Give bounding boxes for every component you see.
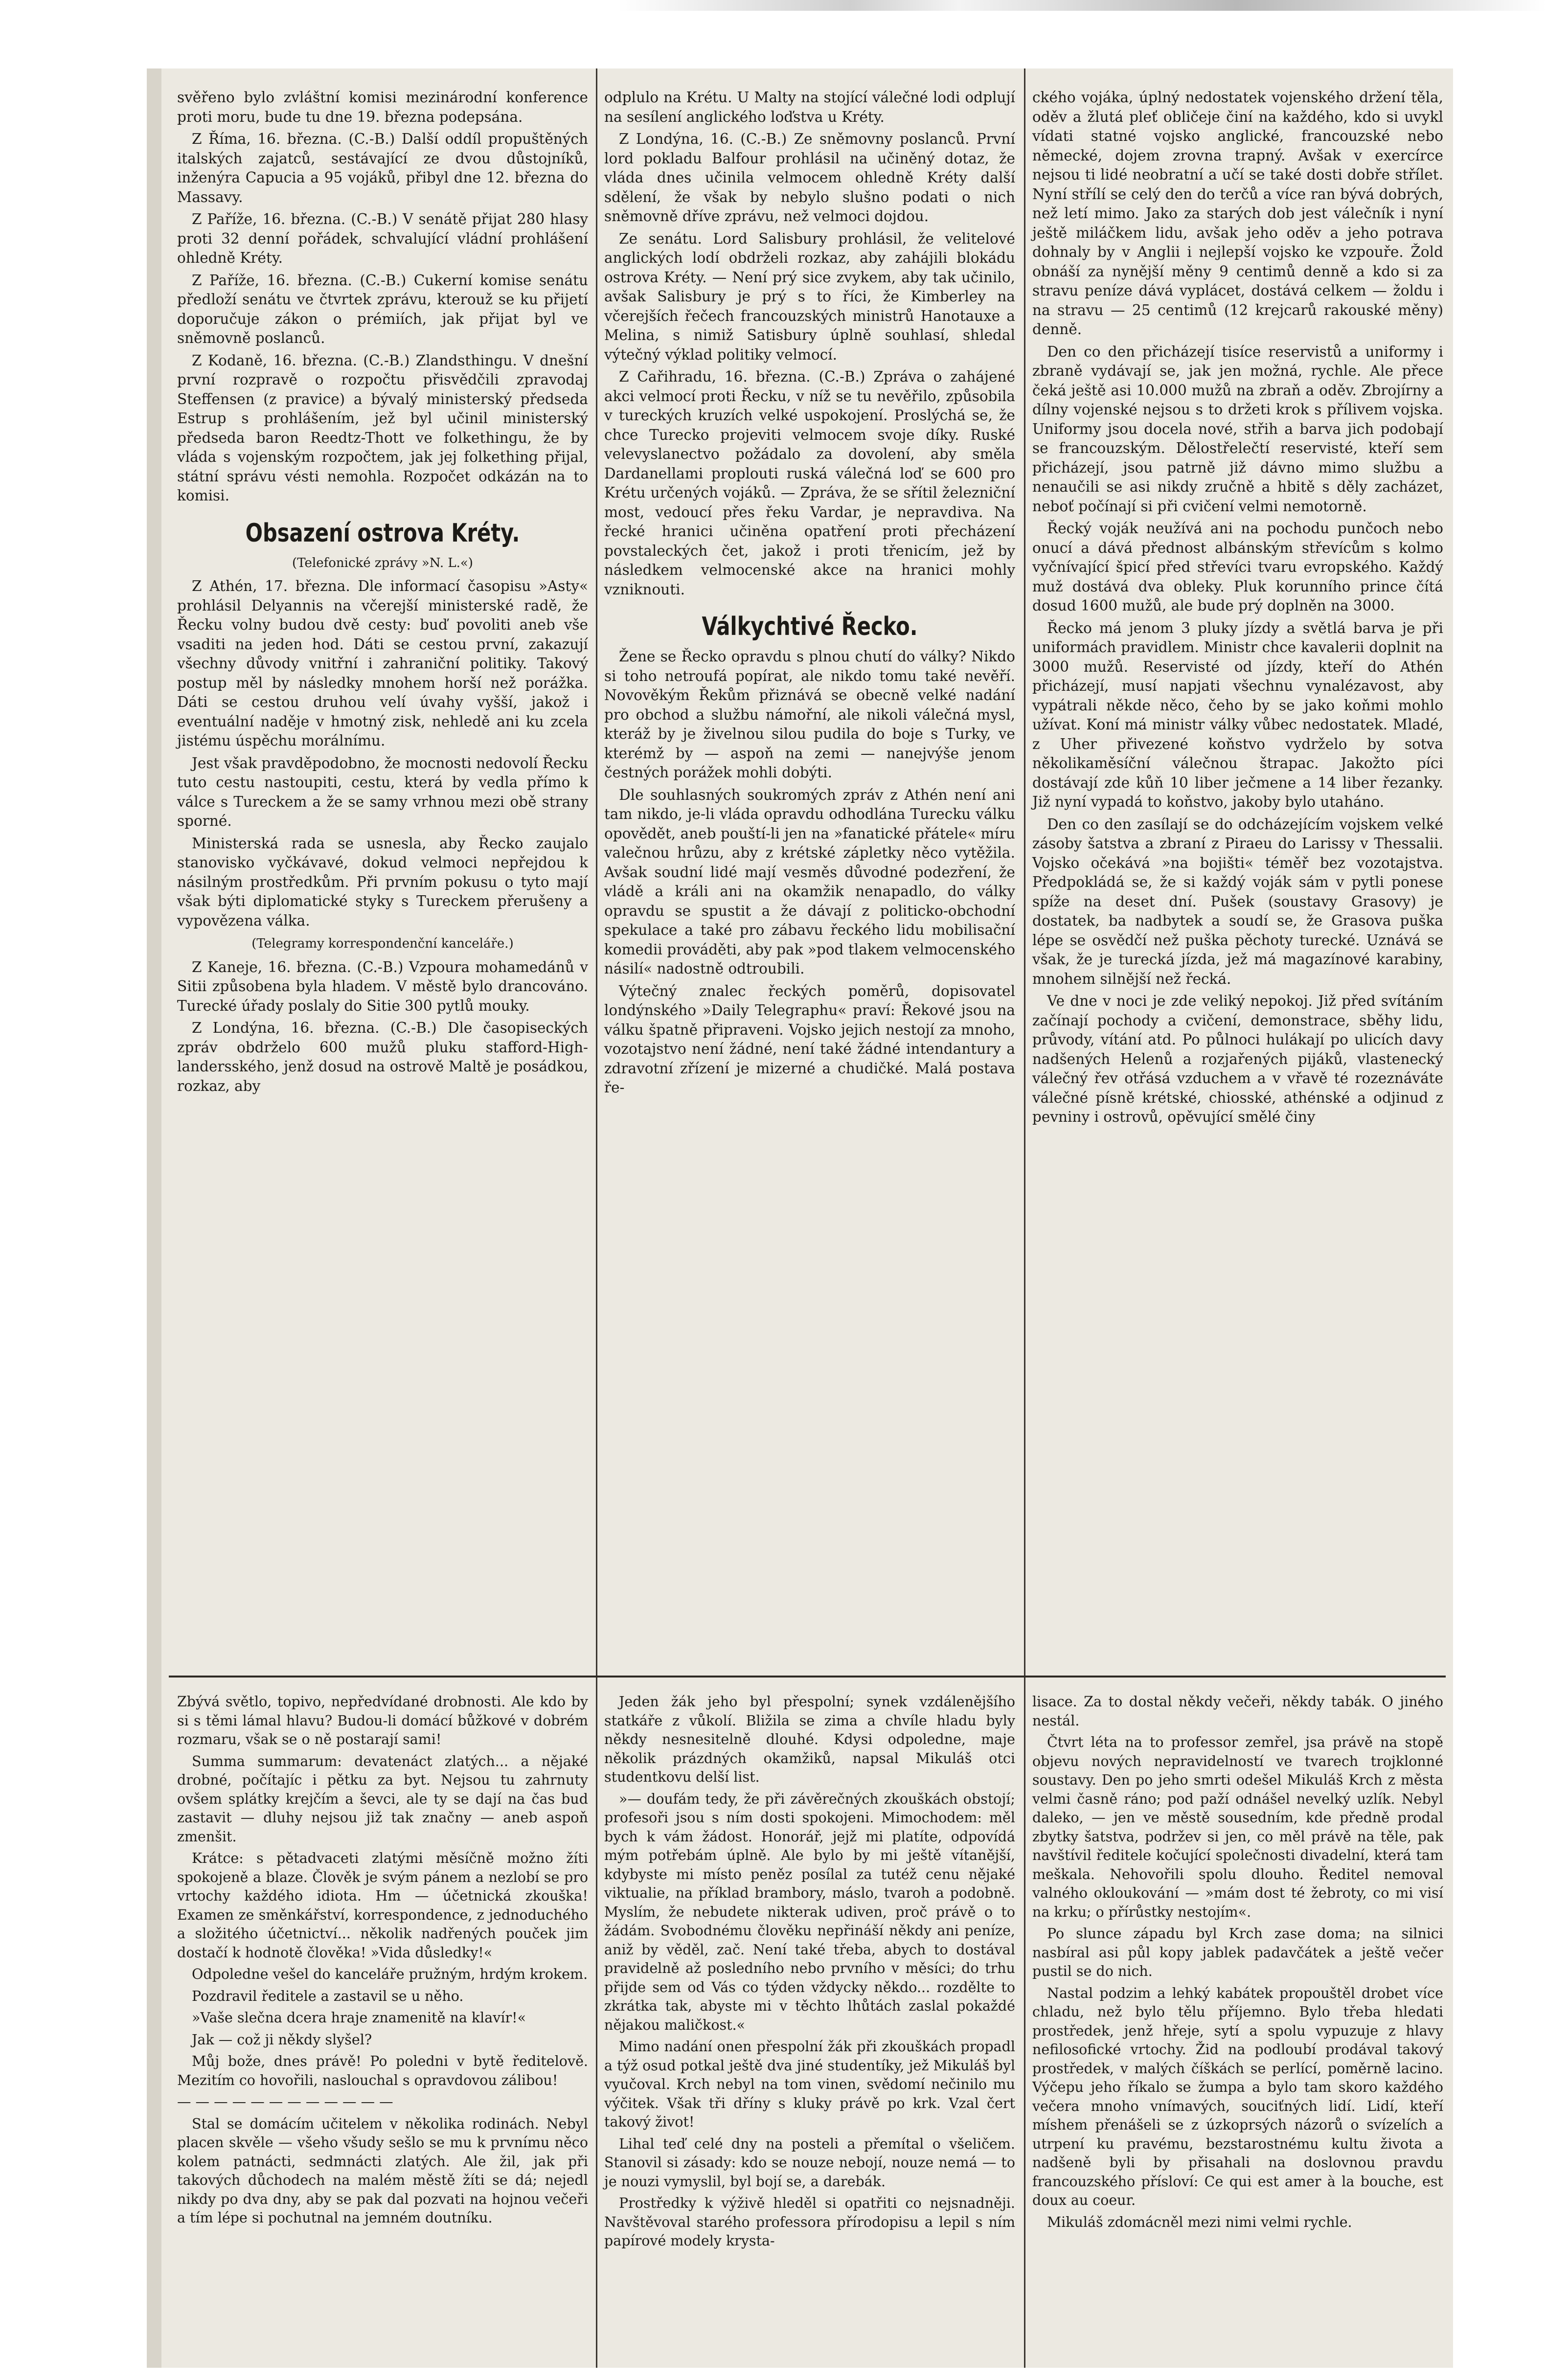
feuilleton-paragraph: Prostředky k výživě hleděl si opatřiti co nejsnadněji. Navštěvoval starého professora přírodopisu a lepil s ním papírové modely krysta- [604, 2195, 1015, 2249]
news-paragraph: Jest však pravděpodobno, že mocnosti nedovolí Řecku tuto cestu nastoupiti, cestu, která by vedla přímo k válce s Tureckem a že se samy vrhnou mezi obě strany sporné. [177, 754, 588, 829]
news-paragraph: Z Kaneje, 16. března. (C.-B.) Vzpoura mohamedánů v Sitii způsobena byla hladem. V městě bylo drancováno. Turecké úřady poslaly do Sitie 300 pytlů mouky. [177, 958, 588, 1014]
news-column-left [177, 88, 588, 1099]
news-column-right [1032, 88, 1443, 1130]
feuilleton-paragraph: Po slunce západu byl Krch zase doma; na silnici nasbíral asi půl kopy jablek padavčátek a ještě večer pustil se do nich. [1032, 1926, 1443, 1979]
feuilleton-divider [169, 1676, 1446, 1677]
news-paragraph: svěřeno bylo zvláštní komisi mezinárodní konference proti moru, bude tu dne 19. března podepsána. [177, 89, 588, 125]
news-paragraph: Z Paříže, 16. března. (C.-B.) V senátě přijat 280 hlasy proti 32 denní pořádek, schvalující vládní prohlášení ohledně Kréty. [177, 211, 588, 266]
feuilleton-paragraph: Lihal teď celé dny na posteli a přemítal o všeličem. Stanovil si zásady: kdo se nouze nebojí, nouze nemá — to je nouzi vymyslil, byl bojí se, a darebák. [604, 2135, 1015, 2190]
news-paragraph: Den co den přicházejí tisíce reservistů a uniformy i zbraně vydávají se, jak jen možná, rychle. Ale přece čeká ještě asi 10.000 mužů na zbraň a oděv. Zbrojírny a dílny vojenské nejsou s to držeti krok s přílivem vojska. Uniformy jsou docela nové, střih a barva jich podobají se francouzským. Dělostřelečtí reservisté, kteří sem přicházejí, jsou patrně již dávno mimo službu a nenaučili se asi nikdy zručně a hbitě s děly zacházet, neboť počínají si při cvičení velmi nemotorně. [1032, 343, 1443, 515]
news-source-line: (Telefonické zprávy »N. L.«) [292, 555, 473, 570]
feuilleton-column-left [177, 1693, 588, 2231]
column-divider-2 [1024, 68, 1025, 2368]
page-binding-edge [147, 68, 161, 2368]
news-paragraph: Žene se Řecko opravdu s plnou chutí do války? Nikdo si toho netroufá popírat, ale nikdo tomu také nevěří. Novověkým Řekům přiznává se obecně velké nadání pro obchod a službu námořní, ale nikoli válečná mysl, kteráž by je živelnou silou pudila do boje s Turky, ve kterémž by — aspoň na zemi — nanejvýše jenom čestných porážek mohli dobýti. [604, 648, 1015, 781]
feuilleton-paragraph: Zbývá světlo, topivo, nepředvídané drobnosti. Ale kdo by si s těmi lámal hlavu? Budou-li domácí bůžkové v dobrém rozmaru, však se o ně postarají sami! [177, 1694, 588, 1747]
feuilleton-separator: — — — — — — — — — — — — [177, 2094, 393, 2110]
news-paragraph: Z Londýna, 16. března. (C.-B.) Dle časopiseckých zpráv obdrželo 600 mužů pluku stafford-High-landersského, jenž dosud na ostrově Maltě je posádkou, rozkaz, aby [177, 1020, 588, 1094]
feuilleton-paragraph: Čtvrt léta na to professor zemřel, jsa právě na stopě objevu nových nepravidelností ve tvarech trojklonné soustavy. Den po jeho smrti odešel Mikuláš Krch z města velmi časně ráno; pod paží odnášel nevelký uzlík. Nebyl daleko, — jen ve městě sousedním, kde předně prodal zbytky šatstva, podržev si jen, co měl právě na těle, pak navštívil ředitele kočující společnosti divadelní, která tam meškala. Nehovořili spolu dlouho. Ředitel nemoval valného okloukování — »mám dost té žebroty, co mi visí na krku; o přírůstky nestojím«. [1032, 1734, 1443, 1920]
news-paragraph: Výtečný znalec řeckých poměrů, dopisovatel londýnského »Daily Telegraphu« praví: Řekové jsou na válku špatně připraveni. Vojsko jejich nestojí za mnoho, vozotajstvo není žádné, není také žádné intendantury a zdravotní zřízení je mizerné a chudičké. Malá postava ře- [604, 982, 1015, 1096]
column-divider-1 [596, 68, 597, 2368]
feuilleton-paragraph: Odpoledne vešel do kanceláře pružným, hrdým krokem. [192, 1966, 588, 1982]
feuilleton-paragraph: Nastal podzim a lehký kabátek propouštěl drobet více chladu, než bylo tělu příjemno. Bylo třeba hledati prostředek, jenž hřeje, sytí a spolu vypuzuje z hlavy nefilosofické vrtochy. Žid na podloubí prodával takový prostředek, v malých číškách se perlící, poměrně lacino. Výčepu jeho říkalo se žumpa a bylo tam skoro každého večera mnoho vnímavých, souciťných lidí. Lidí, kteří míshem přenášeli se z úzkoprsých názorů o svízelích a utrpení ku pravému, bezstarostnému kultu života a nadšeně byli by přisahali na doslovnou pravdu francouzského přísloví: Ce qui est amer à la bouche, est doux au coeur. [1032, 1985, 1443, 2208]
feuilleton-column-middle [604, 1693, 1015, 2254]
feuilleton-paragraph: »— doufám tedy, že při závěrečných zkouškách obstojí; profesoři jsou s ním dosti spokojeni. Mimochodem: měl bych k vám žádost. Honorář, jejž mi platíte, odpovídá mým potřebám úplně. Ale bylo by mi ještě vítanější, kdybyste mi místo peněz posílal za tutéž cenu nějaké viktualie, na příklad brambory, máslo, tvaroh a podobně. Myslím, že nebudete nikterak udiven, proč právě o to žádám. Svobodnému člověku nepřináší někdy ani peníze, aniž by věděl, zač. Není také třeba, abych to dostával pravidelně až posledního nebo prvního v měsíci; do trhu přijde sem od Vás co týden vždycky někdo... rozdělte to zkrátka tak, abyste mi v těchto lhůtách zaslal pokaždé nějakou maličkost.« [604, 1791, 1015, 2033]
feuilleton-paragraph: Mimo nadání onen přespolní žák při zkouškách propadl a týž osud potkal ještě dva jiné studentíky, jež Mikuláš byl vyučoval. Krch nebyl na tom vinen, svědomí nečinilo mu výčitek. Však tři dříny s kluky právě po krk. Vzal čert takový život! [604, 2039, 1015, 2130]
feuilleton-paragraph: Summa summarum: devatenáct zlatých... a nějaké drobné, počítajíc i pětku za byt. Nejsou tu zahrnuty ovšem splátky krejčím a ševci, ale ty se dají na čas bud zastavit — dluhy nejsou již tak značny — aneb aspoň zmenšit. [177, 1753, 588, 1845]
scan-top-border [0, 0, 1546, 11]
news-source-line: (Telegramy korrespondenční kanceláře.) [251, 936, 514, 951]
feuilleton-paragraph: lisace. Za to dostal někdy večeři, někdy tabák. O jiného nestál. [1032, 1694, 1443, 1729]
article-heading-crete: Obsazení ostrova Kréty. [245, 518, 520, 548]
news-paragraph: Dle souhlasných soukromých zpráv z Athén není ani tam nikdo, je-li vláda opravdu odhodlána Turecku válku opovědět, aneb pouští-li jen na »fanatické přátele« míru valečnou hrůzu, aby z krétské zápletky něco vytěžila. Avšak soudní lidé mají vesměs důvodné podezření, že vládě a králi ani na okamžik nenapadlo, do války opravdu se spustit a že dávají z politicko-obchodní spekulace a také pro zábavu řeckého lidu mobilisační komedii prováděti, aby pak »pod tlakem velmocenského násilí« nadostně odtroubili. [604, 786, 1015, 977]
feuilleton-paragraph: Krátce: s pětadvaceti zlatými měsíčně možno žíti spokojeně a blaze. Člověk je svým pánem a nezlobí se pro vrtochy každého idiota. Hm — účetnická zkouška! Examen ze směnkářství, korrespondence, z jednoduchého a složitého účetnictví... několik nadřených pouček jim dostačí k hodnotě člověka! »Vida důsledky!« [177, 1850, 588, 1961]
news-paragraph: ckého vojáka, úplný nedostatek vojenského držení těla, oděv a žlutá pleť obličeje činí na každého, kdo si uvykl vídati statné vojsko anglické, francouzské nebo německé, dojem zrovna trapný. Avšak v exercírce nejsou ti lidé neobratní a učí se také dosti dobře střílet. Nyní střílí se celý den do terčů a více ran bývá dobrých, než letí mimo. Jako za starých dob jest válečník i nyní ještě miláčkem lidu, avšak jeho oděv a jeho potrava dohnaly by v Anglii i nejlepší vojsko ke vzpouře. Žold obnáší za nynější měny 9 centimů denně a kdo si za stravu peníze dává vyplácet, dostává celkem — žoldu i na stravu — 25 centimů (12 krejcarů rakouské měny) denně. [1032, 89, 1443, 338]
feuilleton-paragraph: Jak — což ji někdy slyšel? [192, 2031, 372, 2048]
news-column-middle [604, 88, 1015, 1101]
news-paragraph: Řecko má jenom 3 pluky jízdy a světlá barva je při uniformách pravidlem. Ministr chce kavalerii doplnit na 3000 mužů. Reservisté od jízdy, kteří do Athén přicházejí, musí napjati všechnu vynalézavost, aby vypátrali někde něco, čeho by se jako koňmi mohlo užívat. Koní má ministr války vůbec nedostatek. Mladé, z Uher přivezené koňstvo vydrželo by sotva několikaměsíční válečnou štrapac. Jakožto píci dostávají zde kůň 10 liber ječmene a 14 liber řezanky. Již nyní vypadá to koňstvo, jakoby bylo utaháno. [1032, 619, 1443, 810]
feuilleton-paragraph: Jeden žák jeho byl přespolní; synek vzdálenějšího statkáře z vůkolí. Bližila se zima a chvíle hladu byly někdy nesnesitelně dlouhé. Kdysi odpoledne, maje několik prázdných okamžiků, napsal Mikuláš otci studentkovu delší list. [604, 1694, 1015, 1785]
news-paragraph: Z Athén, 17. března. Dle informací časopisu »Asty« prohlásil Delyannis na včerejší ministerské radě, že Řecku volny budou dvě cesty: buď povoliti aneb vše vsaditi na jeden hod. Dáti se cestou první, zakazují všechny důvody vnitřní i zahraniční politiky. Takový postup měl by následky mnohem horší než porážka. Dáti se cestou druhou velí úvahy vyšší, jakož i eventuální naděje v hmotný zisk, nehledě ani ku zcela jistému úspěchu morálnímu. [177, 578, 588, 749]
feuilleton-paragraph: »Vaše slečna dcera hraje znamenitě na klavír!« [192, 2010, 526, 2026]
news-paragraph: Z Kodaně, 16. března. (C.-B.) Zlandsthingu. V dnešní první rozpravě o rozpočtu přisvědčili zpravodaj Steffensen (z pravice) a bývalý ministerský předseda Estrup s prohlášením, jež byl učinil ministerský předseda baron Reedtz-Thott ve folkethingu, že by vláda s vojenským rozpočtem, jak jej folkething přijal, státní správu vésti nemohla. Rozpočet odkázán na to komisi. [177, 352, 588, 504]
news-paragraph: Den co den zasílají se do odcházejícím vojskem velké zásoby šatstva a zbraní z Piraeu do Larissy v Thessalii. Vojsko očekává »na bojišti« téměř bez vozotajstva. Předpokládá se, že si každý voják sám v pytli ponese spíže na deset dní. Pušek (soustavy Grasovy) je dostatek, ba nadbytek a soudí se, že Grasova puška lépe se osvědčí než puška pěchoty turecké. Uznává se však, že je turecká jízda, jež má magazínové karabiny, mnohem silnější než řecká. [1032, 816, 1443, 987]
feuilleton-paragraph: Pozdravil ředitele a zastavil se u něho. [192, 1988, 464, 2004]
feuilleton-paragraph: Mikuláš zdomácněl mezi nimi velmi rychle. [1047, 2214, 1352, 2230]
news-paragraph: Ve dne v noci je zde veliký nepokoj. Již před svítáním začínají pochody a cvičení, demonstrace, sběhy lidu, průvody, vítání atd. Po půlnoci hulákají po ulicích davy nadšených Helenů a rozjařených pijáků, vlastenecký válečný řev otřásá vzduchem a v vřavě té rozeznáváte válečné písně krétské, chiosské, athénské a odjinud z pevniny i ostrovů, opěvující smělé činy [1032, 993, 1443, 1125]
article-heading-greece: Válkychtivé Řecko. [702, 612, 918, 641]
news-paragraph: Z Říma, 16. března. (C.-B.) Další oddíl propuštěných italských zajatců, sestávající ze dvou důstojníků, inženýra Capucia a 95 vojáků, přibyl dne 12. března do Massavy. [177, 131, 588, 205]
feuilleton-column-right [1032, 1693, 1443, 2235]
news-paragraph: Z Cařihradu, 16. března. (C.-B.) Zpráva o zahájené akci velmocí proti Řecku, v níž se tu nevěřilo, způsobila v tureckých kruzích velké uspokojení. Proslýchá se, že chce Turecko projeviti velmocem svoje díky. Ruské velevyslanectvo požádalo za dovolení, aby směla Dardanellami proplouti ruská válečná loď se 600 pro Krétu určených vojáků. — Zpráva, že se sřítil železniční most, vedoucí přes řeku Vardar, je nepravdiva. Na řecké hranici učiněna opatření proti přecházení povstaleckých čet, jakož i proti třenicím, jež by následkem velmocenské akce na hranici mohly vzniknouti. [604, 368, 1015, 598]
news-paragraph: Z Londýna, 16. (C.-B.) Ze sněmovny poslanců. První lord pokladu Balfour prohlásil na učiněný dotaz, že vláda dnes učinila velmocem ohledně Kréty další sdělení, že však by nebylo slušno podati o nich sněmovně dříve zprávu, než velmoci dojdou. [604, 131, 1015, 225]
news-paragraph: odplulo na Krétu. U Malty na stojící válečné lodi odplují na sesílení anglického loďstva u Kréty. [604, 89, 1015, 125]
feuilleton-paragraph: Stal se domácím učitelem v několika rodinách. Nebyl placen skvěle — všeho všudy sešlo se mu k prvnímu něco kolem patnácti, sedmnácti zlatých. Ale žil, jak při takových důchodech na malém městě žíti se dá; nejedl nikdy po dva dny, aby se pak dal pozvati na hojnou večeři a tím lépe si pochutnal na jemném doutníku. [177, 2115, 588, 2226]
news-paragraph: Ze senátu. Lord Salisbury prohlásil, že velitelové anglických lodí obdrželi rozkaz, aby zahájili blokádu ostrova Kréty. — Není prý sice zvykem, aby tak učinilo, avšak Salisbury je prý s to říci, že Kimberley na včerejších řečech francouzských ministrů Hanotauxe a Melina, s nimiž Satisbury úplně souhlasí, shledal výtečný výklad politiky velmocí. [604, 230, 1015, 363]
news-paragraph: Z Paříže, 16. března. (C.-B.) Cukerní komise senátu předloží senátu ve čtvrtek zprávu, kterouž se ku přijetí doporučuje zákon o prémiích, jak přijat byl ve sněmovně poslanců. [177, 272, 588, 346]
news-paragraph: Ministerská rada se usnesla, aby Řecko zaujalo stanovisko vyčkávavé, dokud velmoci nepřejdou k násilným prostředkům. Při prvním pokusu o tyto mají však býti diplomatické styky s Tureckem přerušeny a vypovězena válka. [177, 835, 588, 929]
news-paragraph: Řecký voják neužívá ani na pochodu punčoch nebo onucí a dává přednost albánským střevícům s kolmo vyčnívající špicí před střevíci tvaru evropského. Každý muž dostává dva obleky. Pluk korunního prince čítá dosud 1600 mužů, ale bude prý doplněn na 3000. [1032, 520, 1443, 614]
feuilleton-paragraph: Můj bože, dnes právě! Po poledni v bytě ředitelově. Mezitím co hovořili, naslouchal s opravdovou zálibou! [177, 2053, 588, 2088]
